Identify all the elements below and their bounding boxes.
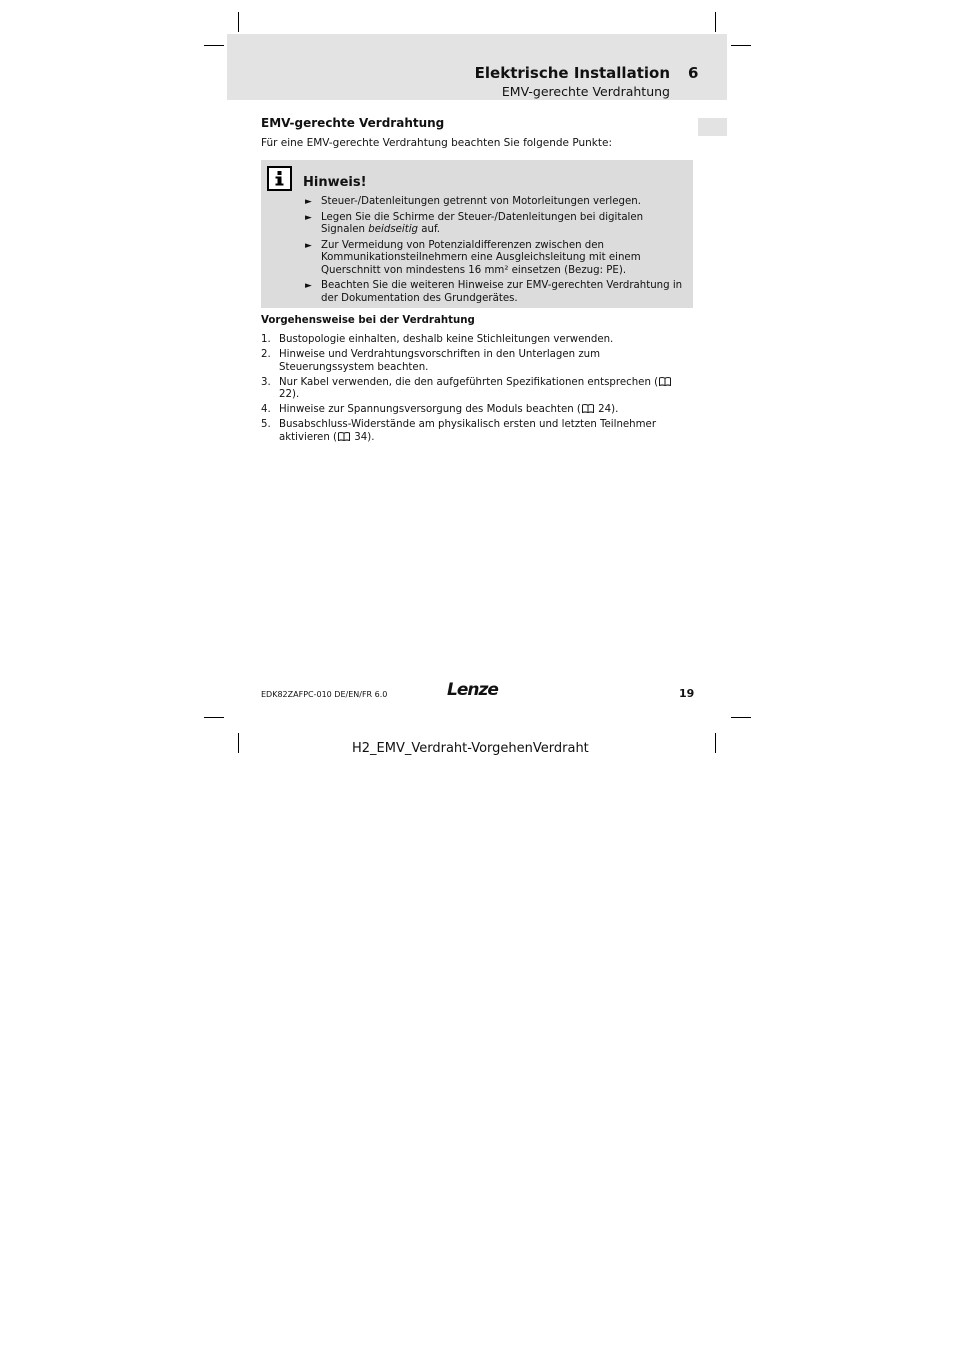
- crop-mark: [204, 717, 224, 718]
- procedure-steps: [261, 334, 693, 447]
- list-item: [305, 240, 687, 278]
- crop-mark: [238, 12, 239, 32]
- note-item-text: Legen Sie die Schirme der Steuer-/Datenleitungen bei digitalen Signalen: [321, 211, 644, 235]
- list-item: [261, 419, 693, 444]
- list-item: [305, 196, 687, 209]
- list-item: [261, 404, 693, 417]
- list-item: [261, 377, 693, 402]
- book-icon: [582, 404, 594, 413]
- note-title: Hinweis!: [303, 175, 367, 190]
- step-text-end: ).: [291, 389, 300, 400]
- bullet-arrow-icon: ►: [305, 197, 312, 207]
- step-text-end: ).: [611, 404, 619, 415]
- book-icon: [338, 432, 350, 441]
- list-item: [305, 280, 687, 305]
- section-heading: EMV-gerechte Verdrahtung: [261, 116, 445, 130]
- chapter-title: Elektrische Installation: [474, 64, 670, 82]
- chapter-number: 6: [688, 64, 699, 82]
- bullet-arrow-icon: ►: [305, 212, 312, 223]
- note-item-text: Steuer-/Datenleitungen getrennt von Motorleitungen verlegen.: [321, 196, 641, 207]
- crop-mark: [731, 717, 751, 718]
- step-number: 3.: [261, 376, 271, 388]
- crop-mark: [715, 733, 716, 753]
- procedure-heading: Vorgehensweise bei der Verdrahtung: [261, 315, 475, 326]
- bullet-arrow-icon: ►: [305, 240, 312, 251]
- step-number: 2.: [261, 349, 271, 360]
- page-number: 19: [679, 687, 695, 700]
- step-text-end: ).: [367, 431, 375, 443]
- bullet-arrow-icon: ►: [305, 281, 312, 291]
- step-text: Hinweise und Verdrahtungsvorschriften in den Unterlagen zum Steuerungssystem beachten.: [279, 349, 601, 373]
- list-item: [261, 349, 693, 374]
- note-box: [261, 160, 693, 308]
- chapter-tab-mark: [698, 118, 727, 136]
- list-item: [305, 212, 687, 237]
- crop-mark: [731, 45, 751, 46]
- note-list: [305, 196, 687, 308]
- page-reference[interactable]: 34: [354, 431, 368, 443]
- note-item-emphasis: beidseitig: [368, 224, 419, 235]
- info-icon: [267, 166, 292, 191]
- crop-mark: [238, 733, 239, 753]
- list-item: [261, 334, 693, 347]
- step-text: Nur Kabel verwenden, die den aufgeführten Spezifikationen entsprechen (: [279, 376, 659, 388]
- step-text: Hinweise zur Spannungsversorgung des Moduls beachten (: [279, 404, 581, 415]
- note-item-text: auf.: [421, 224, 441, 235]
- brand-logo: Lenze: [447, 680, 498, 700]
- file-label: H2_EMV_Verdraht-VorgehenVerdraht: [352, 741, 589, 756]
- crop-mark: [204, 45, 224, 46]
- step-text: Busabschluss-Widerstände am physikalisch ersten und letzten Teilnehmer aktivieren (: [279, 419, 657, 443]
- page-reference[interactable]: 24: [598, 404, 612, 415]
- step-number: 4.: [261, 404, 271, 415]
- step-number: 5.: [261, 419, 271, 430]
- chapter-subtitle: EMV-gerechte Verdrahtung: [501, 84, 670, 99]
- step-text: Bustopologie einhalten, deshalb keine Stichleitungen verwenden.: [279, 334, 614, 345]
- note-item-text: Zur Vermeidung von Potenzialdifferenzen zwischen den Kommunikationsteilnehmern eine Ausgleichsleitung mit einem Querschnitt von mindestens 16 mm² einsetzen (Bezug: PE).: [321, 239, 641, 276]
- book-icon: [659, 377, 671, 386]
- page-reference[interactable]: 22: [279, 389, 292, 400]
- step-number: 1.: [261, 334, 271, 345]
- crop-mark: [715, 12, 716, 32]
- note-item-text: Beachten Sie die weiteren Hinweise zur EMV-gerechten Verdrahtung in der Dokumentation des Grundgerätes.: [321, 280, 683, 304]
- document-code: EDK82ZAFPC-010 DE/EN/FR 6.0: [261, 690, 388, 699]
- section-intro: Für eine EMV-gerechte Verdrahtung beachten Sie folgende Punkte:: [261, 137, 612, 149]
